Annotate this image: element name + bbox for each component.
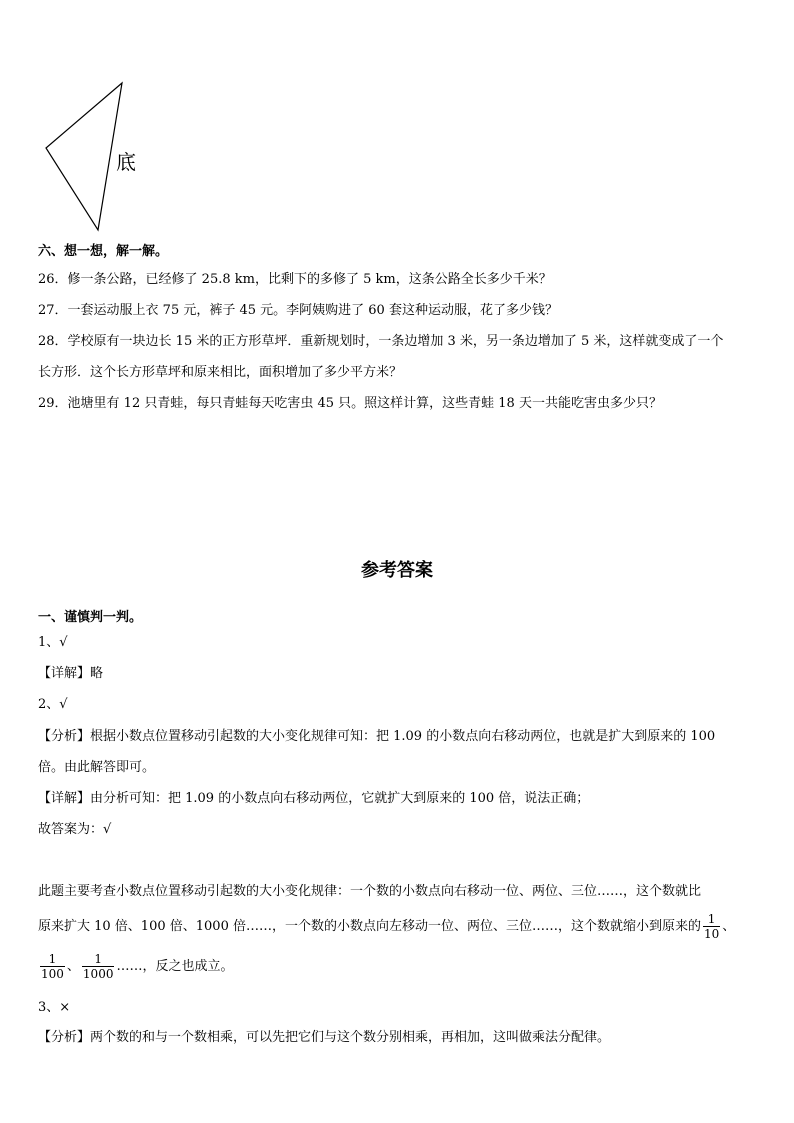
answer-2-analysis-line2: 倍。由此解答即可。 bbox=[38, 760, 156, 775]
answer-2-conclusion: 故答案为：√ bbox=[38, 822, 112, 837]
separator: 、 bbox=[722, 919, 736, 934]
separator: 、 bbox=[66, 959, 80, 974]
fraction-denominator: 1000 bbox=[82, 967, 114, 981]
note-line2 bbox=[38, 912, 735, 941]
answer-3-analysis: 【分析】两个数的和与一个数相乘，可以先把它们与这个数分别相乘，再相加，这叫做乘法分配律。 bbox=[38, 1030, 611, 1045]
answer-2-analysis-line1: 【分析】根据小数点位置移动引起数的大小变化规律可知：把 1.09 的小数点向右移动两位，也就是扩大到原来的 100 bbox=[38, 729, 716, 744]
answer-2: 2、√ bbox=[38, 697, 68, 712]
question-26: 26．修一条公路，已经修了 25.8 km，比剩下的多修了 5 km，这条公路全长多少千米？ bbox=[38, 272, 552, 287]
triangle-base-label: 底 bbox=[116, 150, 136, 174]
note-line3-tail: ……，反之也成立。 bbox=[116, 959, 234, 974]
answers-title: 参考答案 bbox=[361, 560, 433, 581]
answers-section-one: 一、谨慎判一判。 bbox=[38, 610, 143, 625]
fraction-numerator: 1 bbox=[707, 912, 716, 926]
answer-1-detail: 【详解】略 bbox=[38, 666, 104, 681]
question-27: 27．一套运动服上衣 75 元，裤子 45 元。李阿姨购进了 60 套这种运动服，花了多少钱？ bbox=[38, 303, 558, 318]
fraction-numerator: 1 bbox=[48, 952, 57, 966]
question-28-line1: 28．学校原有一块边长 15 米的正方形草坪．重新规划时，一条边增加 3 米，另一条边增加了 5 米，这样就变成了一个 bbox=[38, 334, 724, 349]
note-line1: 此题主要考查小数点位置移动引起数的大小变化规律：一个数的小数点向右移动一位、两位、三位……，这个数就比 bbox=[38, 884, 702, 899]
section-six-heading: 六、想一想，解一解。 bbox=[38, 244, 169, 259]
question-29: 29．池塘里有 12 只青蛙，每只青蛙每天吃害虫 45 只。照这样计算，这些青蛙 18 天一共能吃害虫多少只？ bbox=[38, 396, 662, 411]
answer-2-detail: 【详解】由分析可知：把 1.09 的小数点向右移动两位，它就扩大到原来的 100 倍，说法正确； bbox=[38, 791, 590, 806]
answer-1: 1、√ bbox=[38, 635, 68, 650]
note-line3 bbox=[38, 952, 233, 981]
answer-3: 3、× bbox=[38, 1000, 71, 1015]
fraction-one-tenth bbox=[703, 912, 720, 941]
triangle-shape bbox=[46, 83, 122, 230]
note-line2-text: 原来扩大 10 倍、100 倍、1000 倍……，一个数的小数点向左移动一位、两位、三位……，这个数就缩小到原来的 bbox=[38, 919, 701, 934]
question-28-line2: 长方形．这个长方形草坪和原来相比，面积增加了多少平方米？ bbox=[38, 365, 403, 380]
fraction-denominator: 100 bbox=[41, 967, 64, 981]
fraction-numerator: 1 bbox=[94, 952, 103, 966]
fraction-denominator: 10 bbox=[703, 927, 720, 941]
fraction-one-hundredth bbox=[40, 952, 65, 981]
fraction-one-thousandth bbox=[82, 952, 115, 981]
